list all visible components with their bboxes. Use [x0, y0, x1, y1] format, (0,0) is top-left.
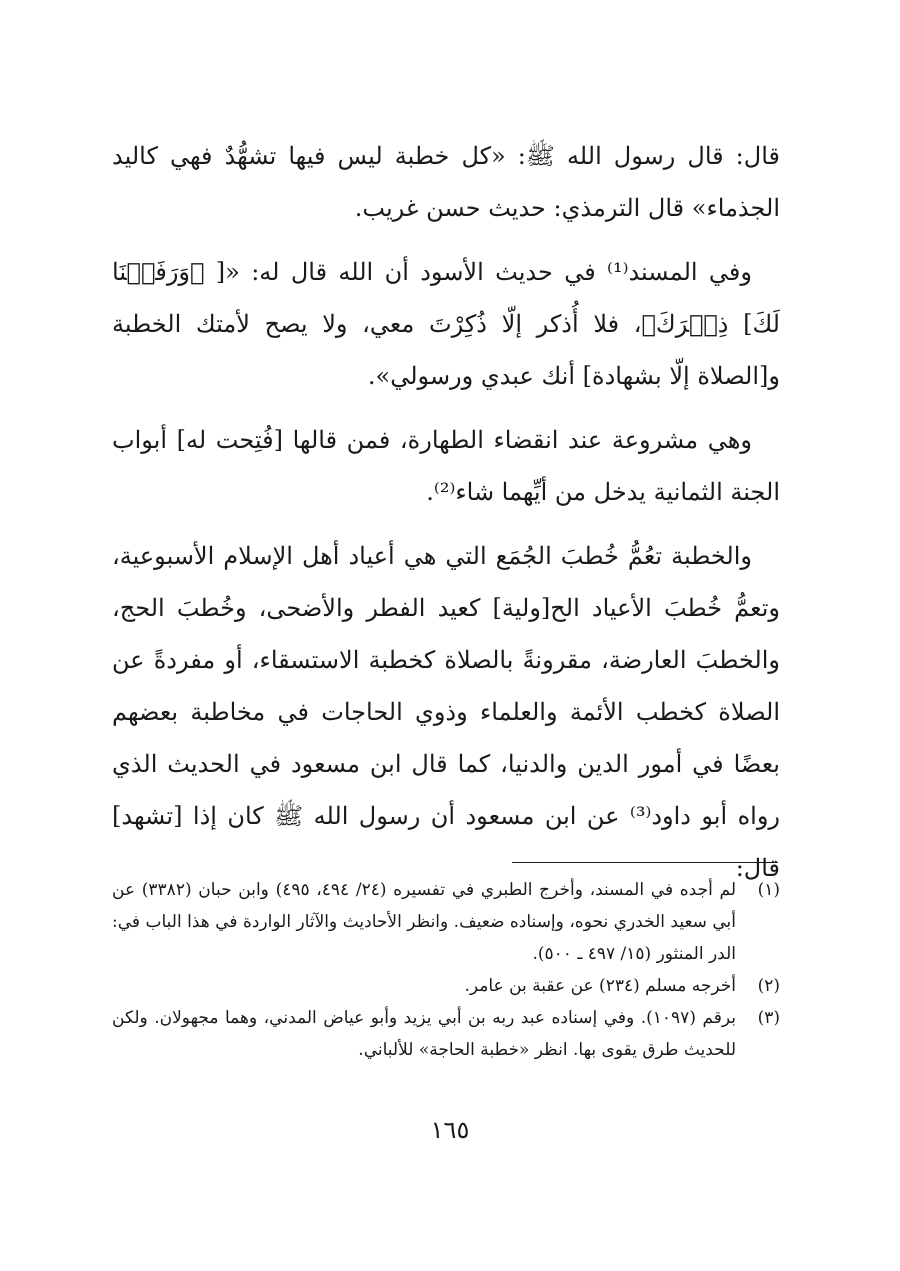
footnote-2: [112, 970, 780, 1002]
page-number: ١٦٥: [430, 1116, 470, 1144]
footnote-1: [112, 874, 780, 970]
footnote-number: (٢): [757, 976, 780, 996]
paragraph-musnad: وفي المسند⁽¹⁾ في حديث الأسود أن الله قال له: «[ ﴿وَرَفَعۡنَا لَكَ] ذِكۡرَكَ﴾، فلا أُذكر إلّا ذُكِرْتَ معي، ولا يصح لأمتك الخطبة و[الصلاة إلّا بشهادة] أنك عبدي ورسولي».: [112, 258, 780, 390]
footnote-separator: [512, 862, 778, 863]
footnote-3: [112, 1002, 780, 1066]
footnote-number: (٣): [757, 1008, 780, 1028]
main-text: [112, 130, 780, 906]
footnotes: [112, 874, 780, 1066]
paragraph-hadith-tashahhud: قال: قال رسول الله ﷺ: «كل خطبة ليس فيها تشهُّدٌ فهي كاليد الجذماء» قال الترمذي: حديث حسن غريب.: [112, 142, 780, 222]
paragraph-taharah: وهي مشروعة عند انقضاء الطهارة، فمن قالها [فُتِحت له] أبواب الجنة الثمانية يدخل من أيِّهما شاء⁽²⁾.: [112, 426, 780, 506]
paragraph-khutbah: والخطبة تعُمُّ خُطبَ الجُمَع التي هي أعياد أهل الإسلام الأسبوعية، وتعمُّ خُطبَ الأعياد الح[ولية] كعيد الفطر والأضحى، وخُطبَ الحج، والخطبَ العارضة، مقرونةً بالصلاة كخطبة الاستسقاء، أو مفردةً عن الصلاة كخطب الأئمة والعلماء وذوي الحاجات في مخاطبة بعضهم بعضًا في أمور الدين والدنيا، كما قال ابن مسعود في الحديث الذي رواه أبو داود⁽³⁾ عن ابن مسعود أن رسول الله ﷺ كان إذا [تشهد] قال:: [112, 542, 781, 882]
footnote-text: أخرجه مسلم (٢٣٤) عن عقبة بن عامر.: [464, 976, 736, 996]
footnote-text: برقم (١٠٩٧). وفي إسناده عبد ربه بن أبي يزيد وأبو عياض المدني، وهما مجهولان. ولكن للحديث طرق يقوى بها. انظر «خطبة الحاجة» للألباني.: [112, 1008, 736, 1060]
footnote-number: (١): [757, 880, 780, 900]
footnote-text: لم أجده في المسند، وأخرج الطبري في تفسيره (٢٤/ ٤٩٤، ٤٩٥) وابن حبان (٣٣٨٢) عن أبي سعيد الخدري نحوه، وإسناده ضعيف. وانظر الأحاديث والآثار الواردة في هذا الباب في: الدر المنثور (١٥/ ٤٩٧ ـ ٥٠٠).: [112, 880, 737, 964]
